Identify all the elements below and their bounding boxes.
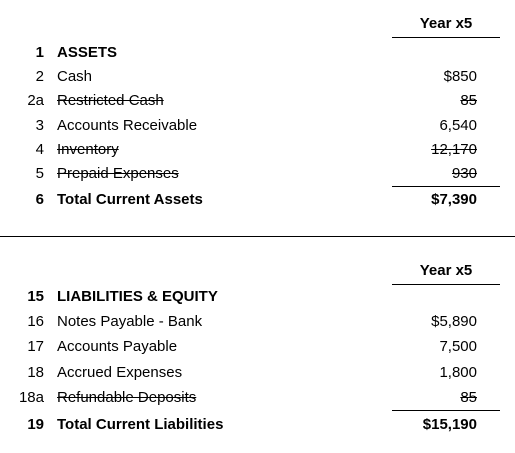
row-label: Refundable Deposits: [57, 389, 197, 406]
assets-total-rule: [392, 186, 500, 187]
liabilities-heading-row: [0, 286, 515, 308]
assets-heading-row: [0, 42, 515, 64]
notes-payable-row: [0, 311, 515, 333]
row-number: 3: [35, 117, 44, 134]
section-heading: ASSETS: [57, 44, 118, 61]
row-number: 15: [27, 288, 44, 305]
row-value: 1,800: [439, 364, 477, 381]
prepaid-expenses-row: [0, 163, 515, 185]
row-value: 6,540: [439, 117, 477, 134]
row-label: Accounts Receivable: [57, 117, 198, 134]
row-label: Inventory: [57, 141, 119, 158]
cash-row: [0, 66, 515, 88]
inventory-row: [0, 139, 515, 161]
row-number: 16: [27, 313, 44, 330]
row-value: $15,190: [422, 416, 477, 433]
row-number: 2a: [27, 92, 44, 109]
row-value: $850: [443, 68, 477, 85]
row-value: 12,170: [431, 141, 477, 158]
row-value: 85: [460, 92, 477, 109]
liabilities-column-header: Year x5: [392, 262, 500, 285]
restricted-cash-row: [0, 90, 515, 112]
row-value: $5,890: [431, 313, 477, 330]
row-number: 18a: [18, 389, 44, 406]
row-value: 7,500: [439, 338, 477, 355]
accrued-expenses-row: [0, 362, 515, 384]
liabilities-total-rule: [392, 410, 500, 411]
row-value: 930: [451, 165, 477, 182]
row-number: 18: [27, 364, 44, 381]
accounts-payable-row: [0, 336, 515, 358]
refundable-deposits-row: [0, 387, 515, 409]
row-label: Total Current Liabilities: [57, 416, 224, 433]
assets-column-header: Year x5: [392, 15, 500, 38]
row-number: 1: [35, 44, 44, 61]
total-current-assets-row: [0, 189, 515, 211]
row-number: 19: [27, 416, 44, 433]
row-number: 4: [35, 141, 44, 158]
row-number: 17: [27, 338, 44, 355]
row-value: 85: [460, 389, 477, 406]
row-number: 6: [35, 191, 44, 208]
section-heading: LIABILITIES & EQUITY: [57, 288, 218, 305]
row-label: Notes Payable - Bank: [57, 313, 203, 330]
row-number: 5: [35, 165, 44, 182]
section-divider: [0, 236, 515, 237]
row-label: Total Current Assets: [57, 191, 203, 208]
row-value: $7,390: [431, 191, 477, 208]
row-label: Cash: [57, 68, 93, 85]
row-label: Restricted Cash: [57, 92, 164, 109]
total-current-liabilities-row: [0, 414, 515, 436]
row-label: Prepaid Expenses: [57, 165, 179, 182]
accounts-receivable-row: [0, 115, 515, 137]
row-label: Accrued Expenses: [57, 364, 183, 381]
row-number: 2: [35, 68, 44, 85]
row-label: Accounts Payable: [57, 338, 178, 355]
